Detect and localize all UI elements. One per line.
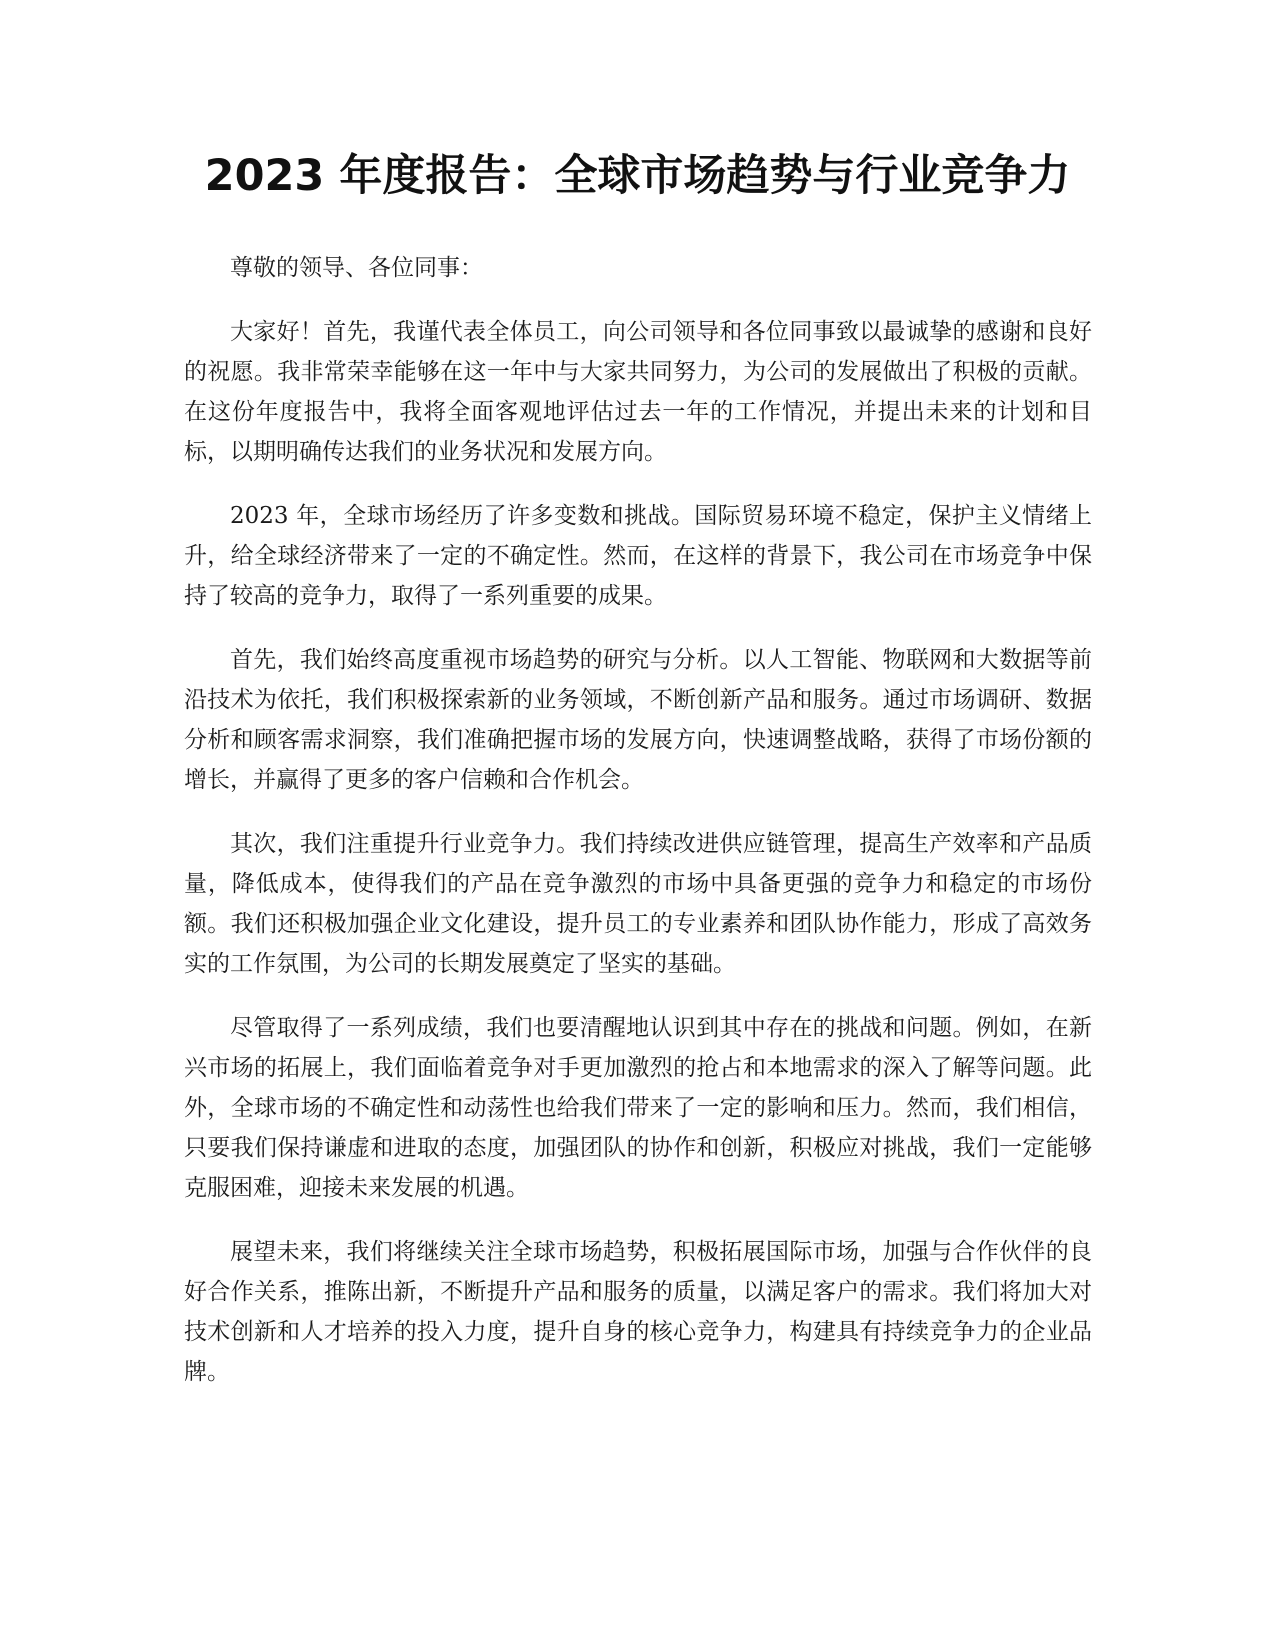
- paragraph-market-research: 首先，我们始终高度重视市场趋势的研究与分析。以人工智能、物联网和大数据等前沿技术为依托，我们积极探索新的业务领域，不断创新产品和服务。通过市场调研、数据分析和顾客需求洞察，我们准确把握市场的发展方向，快速调整战略，获得了市场份额的增长，并赢得了更多的客户信赖和合作机会。: [184, 647, 1092, 793]
- salutation: 尊敬的领导、各位同事：: [230, 255, 483, 281]
- paragraph-greeting: 大家好！首先，我谨代表全体员工，向公司领导和各位同事致以最诚挚的感谢和良好的祝愿。我非常荣幸能够在这一年中与大家共同努力，为公司的发展做出了积极的贡献。在这份年度报告中，我将全面客观地评估过去一年的工作情况，并提出未来的计划和目标，以期明确传达我们的业务状况和发展方向。: [184, 319, 1092, 465]
- paragraph-market-overview: 2023 年，全球市场经历了许多变数和挑战。国际贸易环境不稳定，保护主义情绪上升，给全球经济带来了一定的不确定性。然而，在这样的背景下，我公司在市场竞争中保持了较高的竞争力，取得了一系列重要的成果。: [184, 503, 1092, 609]
- paragraph-challenges: 尽管取得了一系列成绩，我们也要清醒地认识到其中存在的挑战和问题。例如，在新兴市场的拓展上，我们面临着竞争对手更加激烈的抢占和本地需求的深入了解等问题。此外，全球市场的不确定性和动荡性也给我们带来了一定的影响和压力。然而，我们相信，只要我们保持谦虚和进取的态度，加强团队的协作和创新，积极应对挑战，我们一定能够克服困难，迎接未来发展的机遇。: [184, 1015, 1092, 1201]
- document-title: 2023 年度报告：全球市场趋势与行业竞争力: [204, 151, 1071, 201]
- document-body: [184, 248, 1092, 1416]
- paragraph-outlook: 展望未来，我们将继续关注全球市场趋势，积极拓展国际市场，加强与合作伙伴的良好合作关系，推陈出新，不断提升产品和服务的质量，以满足客户的需求。我们将加大对技术创新和人才培养的投入力度，提升自身的核心竞争力，构建具有持续竞争力的企业品牌。: [184, 1239, 1092, 1385]
- paragraph-competitiveness: 其次，我们注重提升行业竞争力。我们持续改进供应链管理，提高生产效率和产品质量，降低成本，使得我们的产品在竞争激烈的市场中具备更强的竞争力和稳定的市场份额。我们还积极加强企业文化建设，提升员工的专业素养和团队协作能力，形成了高效务实的工作氛围，为公司的长期发展奠定了坚实的基础。: [184, 831, 1092, 977]
